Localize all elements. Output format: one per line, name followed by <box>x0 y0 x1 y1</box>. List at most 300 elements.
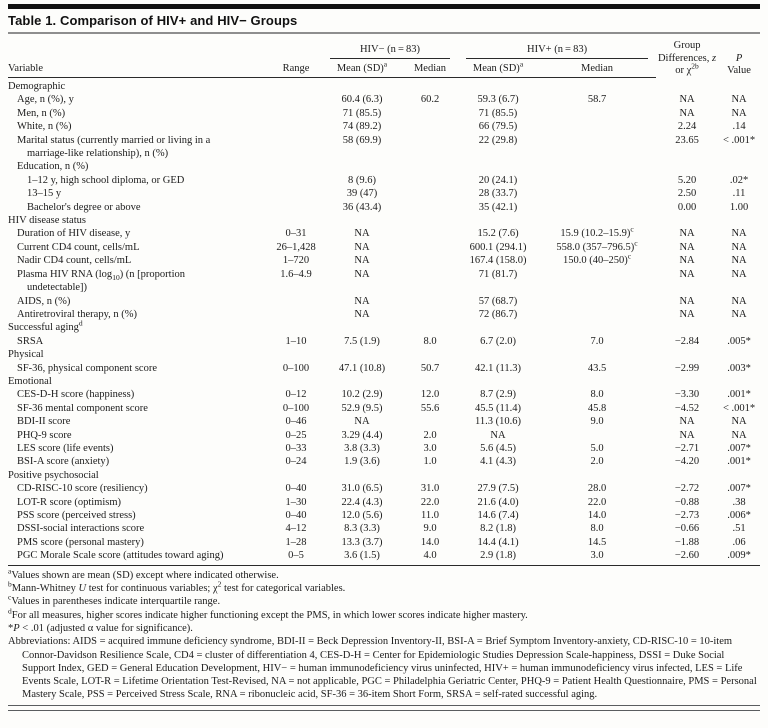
cell-hivneg-mean <box>322 78 402 94</box>
row-label: SF-36, physical component score <box>17 362 157 374</box>
cell-hivpos-median <box>538 295 656 308</box>
cell-hivneg-mean: 60.4 (6.3) <box>341 94 383 106</box>
cell-range: 0–33 <box>285 442 307 454</box>
cell-p-value <box>718 348 760 361</box>
cell-p-value: NA <box>731 295 747 307</box>
cell-hivneg-mean: NA <box>354 308 370 320</box>
cell-hivpos-median: 150.0 $(40-250)^c$ <box>562 251 632 267</box>
row-label: Age, n (%), y <box>17 94 74 106</box>
cell-hivneg-mean: NA <box>354 241 370 253</box>
section-row <box>8 375 760 388</box>
cell-group-diff: −4.20 <box>674 456 700 468</box>
bottom-rule <box>8 705 760 711</box>
header-group-hivpos <box>458 38 656 59</box>
cell-group-diff: NA <box>679 416 695 428</box>
cell-p-value <box>718 160 760 173</box>
table-row <box>8 227 760 240</box>
cell-hivneg-mean: 22.4 (4.3) <box>341 496 383 508</box>
cell-hivpos-median <box>538 78 656 94</box>
cell-group-diff: NA <box>679 228 695 240</box>
header-hivpos-mean-sd: Mean (SD)$^a$ <box>458 59 538 77</box>
cell-hivneg-median <box>402 308 458 321</box>
cell-hivneg-mean <box>322 160 402 173</box>
footnote-line: Abbreviations: AIDS = acquired immune deficiency syndrome, BDI-II = Beck Depression Inventory-II, BSI-A = Brief Symptom Inventory-anxiety, CD-RISC-10 = 10-item Connor-Davidson Resilience Scale, CD4 = cluster of differentiation 4, CES-D-H = Center for Epidemiologic Studies Depression Scale-happiness, DSSI = Duke Social Support Index, GED = General Education Development, HIV− = human immunodeficiency virus uninfected, HIV+ = human immunodeficiency virus infected, LES = Life Events Scale, LOT-R = Lifetime Orientation Test-Revised, NA = not applicable, PGC = Philadelphia Geriatric Center, PHQ-9 = Patient Health Questionnaire, PMS = Personal Mastery Scale, PSS = Perceived Stress Scale, RNA = ribonucleic acid, SF-36 = 36-item Short Form, SRSA = self-rated successful aging. <box>8 636 757 701</box>
cell-hivneg-mean: 3.8 (3.3) <box>344 442 380 454</box>
cell-p-value: .001* <box>727 456 751 468</box>
cell-hivpos-mean: 8.2 (1.8) <box>480 523 516 535</box>
cell-hivpos-median: 28.0 <box>587 483 607 495</box>
row-label: LOT-R score (optimism) <box>17 496 122 508</box>
cell-range <box>270 469 322 482</box>
cell-range: 1–10 <box>285 335 307 347</box>
table-row <box>8 496 760 509</box>
cell-hivpos-median: 22.0 <box>587 496 607 508</box>
cell-range: 0–24 <box>285 456 307 468</box>
row-label: White, n (%) <box>17 121 72 133</box>
cell-group-diff: NA <box>679 308 695 320</box>
row-label: DSSI-social interactions score <box>17 523 145 535</box>
cell-hivpos-median <box>538 174 656 187</box>
cell-p-value: .51 <box>732 523 746 535</box>
header-range-spacer <box>270 38 322 59</box>
table-row <box>8 536 760 549</box>
cell-hivpos-median <box>538 187 656 200</box>
row-label: Marital status (currently married or living in a marriage-like relationship), n (%) <box>17 134 211 160</box>
table-row <box>8 107 760 120</box>
table-body <box>8 78 760 563</box>
cell-hivneg-mean: NA <box>354 255 370 267</box>
cell-hivneg-median <box>402 134 458 161</box>
cell-group-diff <box>656 78 718 94</box>
cell-range: 0–40 <box>285 510 307 521</box>
cell-group-diff: NA <box>679 107 695 119</box>
cell-hivpos-mean <box>458 469 538 482</box>
cell-hivneg-mean: NA <box>354 228 370 240</box>
cell-hivneg-mean: 36 (43.4) <box>342 201 382 213</box>
cell-hivneg-mean: NA <box>354 268 370 280</box>
cell-hivneg-mean: 58 (69.9) <box>342 134 382 146</box>
table-row <box>8 402 760 415</box>
footnotes <box>8 566 760 702</box>
cell-group-diff: 2.24 <box>677 121 697 133</box>
cell-hivneg-mean: NA <box>354 295 370 307</box>
cell-range: 0–31 <box>285 228 307 240</box>
table-row <box>8 174 760 187</box>
cell-p-value: NA <box>731 255 747 267</box>
cell-p-value: .02* <box>729 174 749 186</box>
cell-hivneg-mean <box>322 375 402 388</box>
cell-p-value: < .001* <box>722 134 756 146</box>
cell-hivneg-median <box>402 241 458 254</box>
row-label: PSS score (perceived stress) <box>17 510 136 521</box>
cell-range <box>270 375 322 388</box>
cell-p-value: NA <box>731 107 747 119</box>
cell-hivpos-mean: 600.1 (294.1) <box>469 241 527 253</box>
cell-hivneg-median: 1.0 <box>423 456 437 468</box>
cell-hivneg-mean: 47.1 (10.8) <box>338 362 386 374</box>
cell-hivpos-median <box>538 201 656 214</box>
table-row <box>8 429 760 442</box>
cell-group-diff: −2.72 <box>674 483 700 495</box>
cell-hivneg-median <box>402 214 458 227</box>
cell-hivpos-mean: 21.6 (4.0) <box>477 496 519 508</box>
cell-group-diff: −2.99 <box>674 362 700 374</box>
table-row <box>8 482 760 495</box>
row-label: Men, n (%) <box>17 107 66 119</box>
cell-hivpos-mean: 4.1 (4.3) <box>480 456 516 468</box>
row-label: LES score (life events) <box>17 442 114 454</box>
cell-hivneg-median: 50.7 <box>420 362 440 374</box>
hivpos-group-label: HIV+ (n = 83) <box>526 43 588 55</box>
table-row <box>8 308 760 321</box>
row-label: Demographic <box>8 81 66 92</box>
header-group-differences: Group Differences, z or $\chi^{2b}$ <box>657 40 717 76</box>
cell-hivpos-mean <box>458 214 538 227</box>
cell-range: 4–12 <box>285 523 307 535</box>
section-row <box>8 214 760 227</box>
cell-hivneg-median <box>402 201 458 214</box>
table-row <box>8 241 760 254</box>
cell-group-diff: −4.52 <box>674 402 700 414</box>
row-label: HIV disease status <box>8 215 86 227</box>
cell-hivneg-median <box>402 187 458 200</box>
cell-range: 0–12 <box>285 389 307 401</box>
cell-range <box>270 174 322 187</box>
cell-group-diff: NA <box>679 94 695 106</box>
cell-hivpos-mean: 2.9 (1.8) <box>480 550 516 562</box>
table-row <box>8 522 760 535</box>
cell-p-value: .11 <box>732 188 746 200</box>
cell-hivneg-median <box>402 469 458 482</box>
cell-hivpos-mean: 14.6 (7.4) <box>477 510 519 521</box>
cell-hivneg-mean: 8 (9.6) <box>348 174 376 186</box>
cell-group-diff: −2.60 <box>674 550 700 562</box>
row-label: 1–12 y, high school diploma, or GED <box>27 174 185 186</box>
cell-p-value: .005* <box>727 335 751 347</box>
cell-p-value <box>718 214 760 227</box>
section-row <box>8 78 760 94</box>
table-row <box>8 415 760 428</box>
comparison-table <box>8 38 760 563</box>
cell-hivneg-median <box>402 227 458 240</box>
footnote-line: $^c$Values in parentheses indicate interquartile range. <box>8 592 221 608</box>
row-label: 13–15 y <box>27 188 62 200</box>
cell-range <box>270 201 322 214</box>
cell-hivpos-mean: 8.7 (2.9) <box>480 389 516 401</box>
header-group-hivneg <box>322 38 458 59</box>
row-label: BDI-II score <box>17 416 71 428</box>
cell-hivneg-mean <box>322 348 402 361</box>
cell-group-diff: 5.20 <box>677 174 697 186</box>
hivneg-group-label: HIV− (n = 83) <box>359 43 421 55</box>
cell-hivpos-median: 15.9 $(10.2-15.9)^c$ <box>560 224 634 240</box>
cell-hivpos-mean: 27.9 (7.5) <box>477 483 519 495</box>
cell-hivneg-mean: 13.3 (3.7) <box>341 536 383 548</box>
cell-range: 0–100 <box>282 362 310 374</box>
cell-hivpos-median: 58.7 <box>587 94 607 106</box>
cell-p-value <box>718 469 760 482</box>
cell-hivneg-median: 9.0 <box>423 523 437 535</box>
cell-hivpos-mean: 167.4 (158.0) <box>469 255 527 267</box>
cell-hivpos-median <box>538 160 656 173</box>
cell-hivneg-median <box>402 78 458 94</box>
table-row <box>8 388 760 401</box>
cell-hivneg-median <box>402 254 458 267</box>
cell-p-value: .001* <box>727 389 751 401</box>
cell-hivpos-mean: 59.3 (6.7) <box>477 94 519 106</box>
cell-group-diff: −3.30 <box>674 389 700 401</box>
section-row <box>8 321 760 334</box>
cell-hivneg-median <box>402 321 458 334</box>
cell-hivpos-median: 8.0 <box>590 389 604 401</box>
cell-hivpos-median <box>538 321 656 334</box>
table-title: Table 1. Comparison of HIV+ and HIV− Groups <box>8 13 298 28</box>
cell-range: 1–30 <box>285 496 307 508</box>
cell-hivpos-mean <box>458 78 538 94</box>
cell-range <box>270 107 322 120</box>
header-hivneg-mean-sd: Mean (SD)$^a$ <box>322 59 402 77</box>
cell-group-diff: −1.88 <box>674 536 700 548</box>
table-row <box>8 455 760 468</box>
cell-hivpos-median <box>538 214 656 227</box>
table-row <box>8 93 760 106</box>
cell-hivneg-median: 8.0 <box>423 335 437 347</box>
row-label: Plasma HIV RNA $(\log_{10})$ (n [proportion undetectable]) <box>17 268 186 294</box>
cell-hivneg-median <box>402 415 458 428</box>
cell-p-value: NA <box>731 94 747 106</box>
cell-range: 1–28 <box>285 536 307 548</box>
row-label: CES-D-H score (happiness) <box>17 389 135 401</box>
cell-hivneg-mean: 31.0 (6.5) <box>341 483 383 495</box>
cell-p-value: .007* <box>727 483 751 495</box>
title-rule <box>8 32 760 34</box>
cell-p-value: < .001* <box>722 402 756 414</box>
cell-range <box>270 93 322 106</box>
cell-hivpos-mean: 71 (85.5) <box>478 107 518 119</box>
header-hivneg-median: Median <box>402 59 458 77</box>
cell-group-diff <box>656 160 718 173</box>
header-range: Range <box>270 59 322 77</box>
cell-hivpos-median <box>538 308 656 321</box>
row-label: Successful aging$^d$ <box>8 318 83 334</box>
table-row <box>8 335 760 348</box>
cell-hivneg-median <box>402 160 458 173</box>
section-row <box>8 160 760 173</box>
table-row <box>8 254 760 267</box>
cell-range: 0–100 <box>282 402 310 414</box>
cell-p-value: .38 <box>732 496 746 508</box>
cell-p-value: NA <box>731 429 747 441</box>
cell-group-diff <box>656 375 718 388</box>
cell-range <box>270 321 322 334</box>
cell-hivpos-median <box>538 429 656 442</box>
cell-group-diff: −2.73 <box>674 510 700 521</box>
cell-hivneg-mean: 3.29 (4.4) <box>341 429 383 441</box>
cell-group-diff <box>656 214 718 227</box>
cell-hivneg-mean: 1.9 (3.6) <box>344 456 380 468</box>
cell-hivneg-median <box>402 348 458 361</box>
cell-hivpos-mean: 45.5 (11.4) <box>475 402 521 414</box>
cell-hivneg-mean <box>322 214 402 227</box>
cell-group-diff: NA <box>679 241 695 253</box>
footnote-line: $^d$For all measures, higher scores indicate higher functioning except the PMS, in which lower scores indicate higher mastery. <box>8 606 528 621</box>
header-variable-spacer <box>8 38 270 59</box>
cell-hivpos-median: 558.0 $(357-796.5)^c$ <box>556 238 638 253</box>
cell-range <box>270 187 322 200</box>
cell-hivpos-mean: 6.7 (2.0) <box>480 335 516 347</box>
cell-hivpos-mean: 14.4 (4.1) <box>477 536 519 548</box>
cell-hivneg-mean: 7.5 (1.9) <box>344 335 380 347</box>
cell-hivpos-mean: 20 (24.1) <box>478 174 518 186</box>
row-label: SRSA <box>17 335 44 347</box>
row-label: PGC Morale Scale score (attitudes toward aging) <box>17 550 224 562</box>
row-label: BSI-A score (anxiety) <box>17 456 110 468</box>
cell-hivpos-mean: 42.1 (11.3) <box>475 362 521 374</box>
section-row <box>8 469 760 482</box>
cell-hivneg-median: 4.0 <box>423 550 437 562</box>
cell-hivneg-median: 22.0 <box>420 496 440 508</box>
row-label: Duration of HIV disease, y <box>17 228 131 240</box>
cell-range: 0–25 <box>285 429 307 441</box>
cell-p-value <box>718 321 760 334</box>
cell-group-diff <box>656 469 718 482</box>
cell-group-diff: −0.66 <box>674 523 700 535</box>
footnote-line: $^b$Mann-Whitney U test for continuous variables; $\chi^2$ test for categorical variables. <box>8 579 346 595</box>
cell-group-diff: NA <box>679 295 695 307</box>
row-label: Current CD4 count, cells/mL <box>17 241 140 253</box>
header-variable: Variable <box>8 59 270 77</box>
cell-range <box>270 295 322 308</box>
cell-p-value: .006* <box>727 510 751 521</box>
cell-hivneg-mean: 3.6 (1.5) <box>344 550 380 562</box>
cell-hivneg-median <box>402 268 458 295</box>
cell-hivpos-mean: 71 (81.7) <box>478 268 518 280</box>
cell-hivpos-mean: 35 (42.1) <box>478 201 518 213</box>
cell-p-value: NA <box>731 308 747 320</box>
cell-range: 1–720 <box>282 255 310 267</box>
cell-hivpos-median <box>538 375 656 388</box>
cell-hivneg-median <box>402 375 458 388</box>
cell-hivpos-mean: 28 (33.7) <box>478 188 518 200</box>
cell-hivneg-median: 2.0 <box>423 429 437 441</box>
cell-hivneg-median: 3.0 <box>423 442 437 454</box>
cell-range: 0–40 <box>285 483 307 495</box>
cell-hivneg-mean <box>322 321 402 334</box>
table-row <box>8 187 760 200</box>
cell-hivpos-median: 3.0 <box>590 550 604 562</box>
cell-hivneg-median: 11.0 <box>421 510 439 521</box>
cell-hivneg-median <box>402 120 458 133</box>
cell-p-value: .007* <box>727 442 751 454</box>
header-hivpos-median: Median <box>538 59 656 77</box>
cell-hivpos-mean: NA <box>490 429 506 441</box>
cell-hivpos-median: 9.0 <box>590 416 604 428</box>
cell-hivneg-mean: 39 (47) <box>346 188 378 200</box>
table-row <box>8 268 760 295</box>
table-row <box>8 549 760 562</box>
footnote-line: $^a$Values shown are mean (SD) except where indicated otherwise. <box>8 566 279 581</box>
table-row <box>8 442 760 455</box>
cell-p-value: NA <box>731 268 747 280</box>
cell-hivpos-median <box>538 268 656 295</box>
cell-range: 1.6–4.9 <box>280 268 312 280</box>
cell-group-diff: 23.65 <box>675 134 699 146</box>
cell-group-diff: NA <box>679 255 695 267</box>
cell-hivpos-median: 5.0 <box>590 442 604 454</box>
cell-hivneg-mean: NA <box>354 416 370 428</box>
cell-hivneg-median: 31.0 <box>420 483 440 495</box>
cell-hivpos-mean: 11.3 (10.6) <box>475 416 521 428</box>
row-label: AIDS, n (%) <box>17 295 71 307</box>
cell-group-diff: −2.71 <box>674 442 700 454</box>
cell-range <box>270 308 322 321</box>
row-label: Antiretroviral therapy, n (%) <box>17 308 138 320</box>
cell-hivneg-mean <box>322 469 402 482</box>
row-label: Positive psychosocial <box>8 469 99 481</box>
cell-hivpos-mean: 15.2 (7.6) <box>477 228 519 240</box>
cell-hivpos-mean: 66 (79.5) <box>478 121 518 133</box>
cell-hivpos-median: 43.5 <box>587 362 607 374</box>
cell-group-diff: 2.50 <box>677 188 697 200</box>
cell-group-diff: 0.00 <box>677 201 697 213</box>
cell-group-diff <box>656 321 718 334</box>
cell-hivpos-mean <box>458 160 538 173</box>
cell-hivneg-median <box>402 174 458 187</box>
cell-p-value: NA <box>731 416 747 428</box>
cell-p-value: .06 <box>732 536 746 548</box>
cell-hivpos-mean <box>458 321 538 334</box>
cell-hivpos-median: 2.0 <box>590 456 604 468</box>
cell-hivpos-median <box>538 120 656 133</box>
header-p-value: P Value <box>727 52 751 76</box>
cell-p-value: 1.00 <box>729 201 749 213</box>
cell-hivpos-mean <box>458 375 538 388</box>
cell-hivpos-median: 45.8 <box>587 402 607 414</box>
cell-group-diff <box>656 348 718 361</box>
cell-range <box>270 134 322 161</box>
row-label: Nadir CD4 count, cells/mL <box>17 255 132 267</box>
cell-p-value: NA <box>731 241 747 253</box>
cell-hivpos-mean: 57 (68.7) <box>478 295 518 307</box>
table-row <box>8 134 760 161</box>
table-row <box>8 295 760 308</box>
cell-hivneg-median: 14.0 <box>420 536 440 548</box>
cell-hivneg-mean: 12.0 (5.6) <box>341 510 383 521</box>
cell-hivneg-mean: 8.3 (3.3) <box>344 523 380 535</box>
cell-range <box>270 214 322 227</box>
cell-hivpos-mean <box>458 348 538 361</box>
section-row <box>8 348 760 361</box>
cell-hivpos-median: 7.0 <box>590 335 604 347</box>
cell-range <box>270 78 322 94</box>
cell-hivneg-median <box>402 107 458 120</box>
cell-group-diff: −2.84 <box>674 335 700 347</box>
row-label: CD-RISC-10 score (resiliency) <box>17 483 148 495</box>
cell-p-value: .14 <box>732 121 746 133</box>
cell-group-diff: NA <box>679 268 695 280</box>
cell-hivneg-median: 55.6 <box>420 402 440 414</box>
cell-p-value <box>718 78 760 94</box>
cell-hivpos-median <box>538 348 656 361</box>
cell-hivneg-median: 12.0 <box>420 389 440 401</box>
cell-hivpos-median <box>538 469 656 482</box>
cell-range: 26–1,428 <box>276 241 316 253</box>
cell-hivpos-median <box>538 107 656 120</box>
cell-hivpos-mean: 5.6 (4.5) <box>480 442 516 454</box>
cell-group-diff: NA <box>679 429 695 441</box>
cell-hivpos-mean: 22 (29.8) <box>478 134 518 146</box>
cell-hivpos-median <box>538 134 656 161</box>
